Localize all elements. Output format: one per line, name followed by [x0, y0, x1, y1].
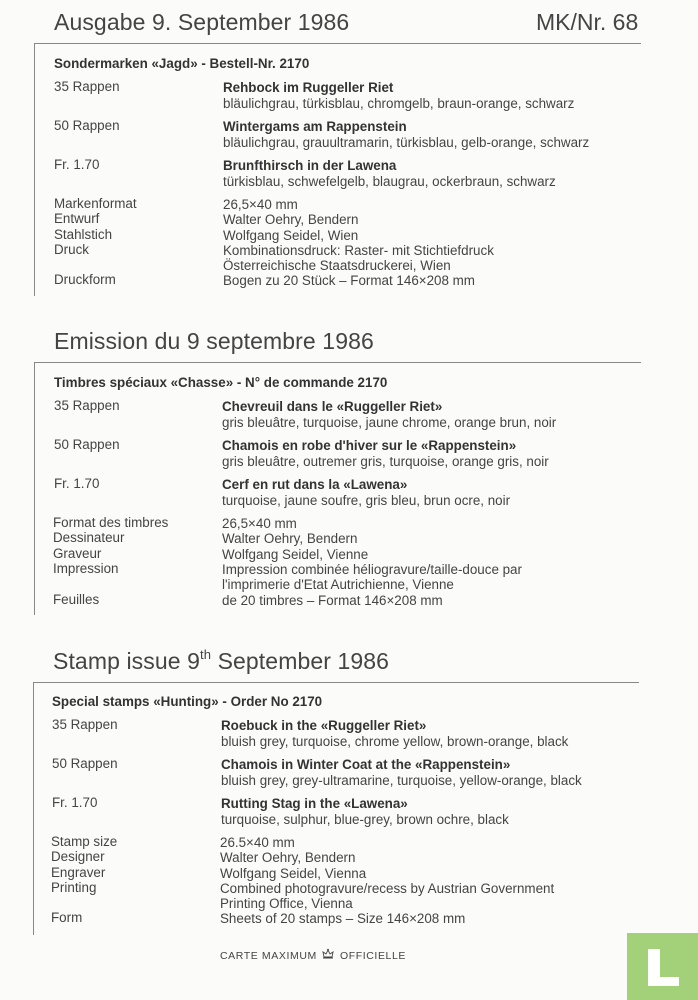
english-detail-label: Stamp size [51, 834, 118, 849]
english-title-rest: September 1986 [211, 648, 390, 674]
english-stamp-colors: bluish grey, turquoise, chrome yellow, brown-orange, black [221, 734, 569, 749]
french-stamp-colors: gris bleuâtre, outremer gris, turquoise, orange gris, noir [222, 454, 549, 469]
german-stamp-value: 35 Rappen [54, 79, 120, 94]
english-frame-top [33, 682, 639, 683]
german-detail-label: Markenformat [54, 196, 137, 211]
german-detail-value: Wolfgang Seidel, Wien [223, 228, 359, 243]
german-detail-label: Druck [54, 242, 89, 257]
german-stamp-name: Wintergams am Rappenstein [223, 119, 407, 134]
french-stamp-name: Cerf en rut dans la «Lawena» [222, 477, 408, 492]
english-frame-left [33, 682, 34, 935]
crown-emblem-icon [321, 948, 335, 960]
french-stamp-value: Fr. 1.70 [54, 476, 100, 491]
english-heading: Special stamps «Hunting» - Order No 2170 [52, 694, 323, 709]
french-detail-value: 26,5×40 mm [222, 516, 297, 531]
german-detail-value: Kombinationsdruck: Raster- mit Stichtiefdruck [223, 243, 494, 258]
german-heading: Sondermarken «Jagd» - Bestell-Nr. 2170 [54, 56, 310, 71]
german-stamp-name: Brunfthirsch in der Lawena [223, 158, 397, 173]
english-detail-label: Designer [51, 849, 105, 864]
french-stamp-value: 35 Rappen [54, 398, 120, 413]
french-heading: Timbres spéciaux «Chasse» - N° de commande 2170 [54, 375, 388, 390]
french-detail-label: Impression [53, 561, 119, 576]
german-stamp-colors: bläulichgrau, grauultramarin, türkisblau, gelb-orange, schwarz [223, 135, 590, 150]
french-detail-value: Impression combinée héliogravure/taille-douce par [222, 562, 522, 577]
english-detail-label: Printing [51, 880, 97, 895]
footer-text-right: OFFICIELLE [339, 950, 407, 962]
german-title: Ausgabe 9. September 1986 [54, 9, 350, 35]
german-stamp-colors: bläulichgrau, türkisblau, chromgelb, braun-orange, schwarz [223, 96, 575, 111]
french-title: Emission du 9 septembre 1986 [54, 328, 374, 354]
french-detail-label: Dessinateur [53, 530, 125, 545]
english-title-suffix: th [200, 647, 212, 662]
french-stamp-name: Chamois en robe d'hiver sur le «Rappenstein» [222, 438, 517, 453]
german-detail-label: Stahlstich [54, 227, 113, 242]
english-stamp-name: Chamois in Winter Coat at the «Rappenstein» [221, 757, 511, 772]
german-detail-value: Walter Oehry, Bendern [223, 212, 359, 227]
french-detail-value: l'imprimerie d'Etat Autrichienne, Vienne [222, 577, 454, 592]
german-detail-value: Bogen zu 20 Stück – Format 146×208 mm [223, 273, 475, 288]
french-stamp-colors: gris bleuâtre, turquoise, jaune chrome, orange brun, noir [222, 415, 557, 430]
german-stamp-value: 50 Rappen [54, 118, 120, 133]
german-stamp-value: Fr. 1.70 [54, 157, 100, 172]
english-stamp-value: 35 Rappen [52, 717, 118, 732]
footer-carte-maximum [220, 948, 406, 962]
english-detail-value: Walter Oehry, Bendern [220, 850, 356, 865]
german-frame-left [34, 43, 35, 296]
english-stamp-value: Fr. 1.70 [52, 795, 98, 810]
german-detail-value: 26,5×40 mm [223, 197, 298, 212]
german-detail-label: Entwurf [54, 211, 100, 226]
english-stamp-value: 50 Rappen [52, 756, 118, 771]
german-stamp-colors: türkisblau, schwefelgelb, blaugrau, ockerbraun, schwarz [223, 174, 556, 189]
english-detail-value: Wolfgang Seidel, Vienna [220, 866, 367, 881]
french-detail-value: de 20 timbres – Format 146×208 mm [222, 593, 443, 608]
english-stamp-colors: turquoise, sulphur, blue-grey, brown ochre, black [221, 812, 509, 827]
english-title [53, 647, 389, 675]
french-stamp-colors: turquoise, jaune soufre, gris bleu, brun ocre, noir [222, 493, 511, 508]
english-detail-value: Sheets of 20 stamps – Size 146×208 mm [220, 911, 466, 926]
german-stamp-name: Rehbock im Ruggeller Riet [223, 80, 394, 95]
german-detail-value: Österreichische Staatsdruckerei, Wien [223, 258, 451, 273]
french-detail-value: Walter Oehry, Bendern [222, 531, 358, 546]
german-frame-top [34, 43, 641, 44]
english-detail-value: 26.5×40 mm [220, 835, 295, 850]
french-stamp-name: Chevreuil dans le «Ruggeller Riet» [222, 399, 443, 414]
french-detail-label: Feuilles [53, 592, 100, 607]
english-detail-value: Printing Office, Vienna [220, 896, 353, 911]
english-detail-label: Form [51, 910, 83, 925]
english-stamp-name: Rutting Stag in the «Lawena» [221, 796, 408, 811]
english-stamp-name: Roebuck in the «Ruggeller Riet» [221, 718, 427, 733]
footer-text-left: CARTE MAXIMUM [220, 950, 317, 962]
english-stamp-colors: bluish grey, grey-ultramarine, turquoise, yellow-orange, black [221, 773, 582, 788]
german-detail-label: Druckform [54, 272, 116, 287]
french-detail-value: Wolfgang Seidel, Vienne [222, 547, 369, 562]
french-frame-left [34, 362, 35, 615]
english-detail-label: Engraver [51, 865, 106, 880]
french-stamp-value: 50 Rappen [54, 437, 120, 452]
french-detail-label: Format des timbres [53, 515, 169, 530]
english-title-main: Stamp issue 9 [53, 648, 201, 674]
french-detail-label: Graveur [53, 546, 102, 561]
english-detail-value: Combined photogravure/recess by Austrian Government [220, 881, 555, 896]
lastdodo-l-logo-icon [627, 933, 698, 1000]
french-frame-top [34, 362, 641, 363]
issue-number: MK/Nr. 68 [536, 9, 639, 35]
